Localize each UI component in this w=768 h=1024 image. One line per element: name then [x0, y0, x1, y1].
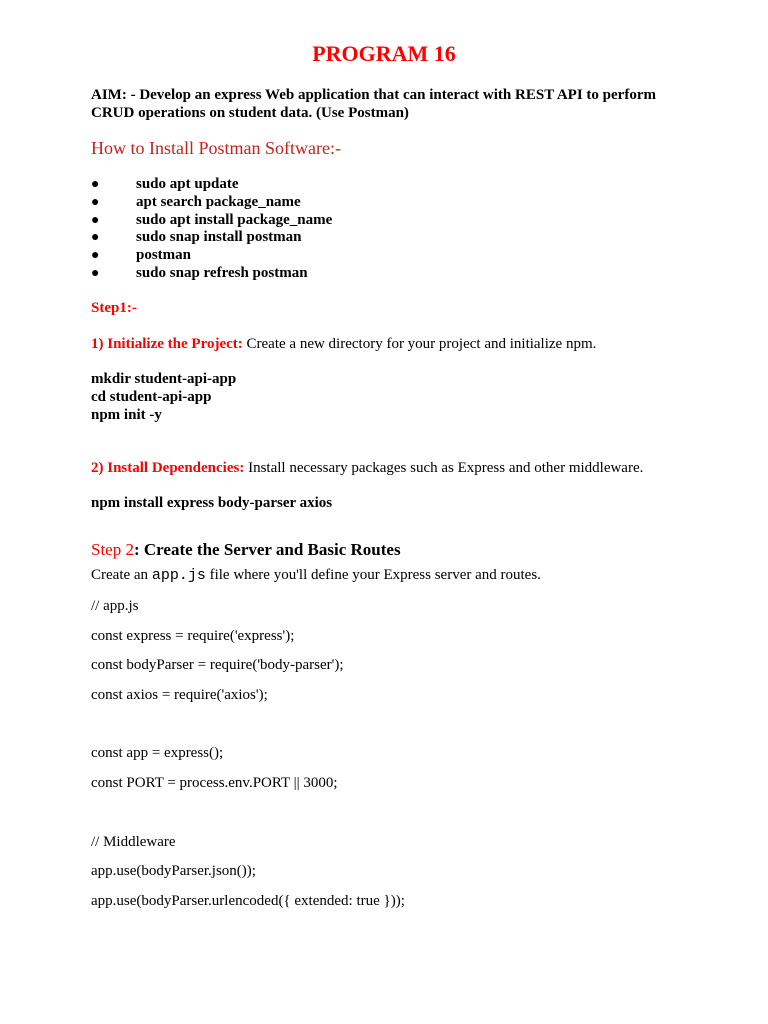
bullet-icon: ● — [91, 248, 100, 264]
bullet-icon: ● — [91, 230, 100, 246]
list-item: ● apt search package_name — [91, 193, 301, 210]
install-heading: How to Install Postman Software:- — [91, 138, 341, 158]
install-steps-list — [91, 176, 332, 283]
page-title: PROGRAM 16 — [312, 41, 456, 66]
bullet-icon: ● — [91, 177, 100, 192]
deps-text: Install necessary packages such as Express and other middleware. — [244, 460, 644, 476]
deps-label: 2) Install Dependencies: — [91, 460, 245, 476]
command-line: npm init -y — [91, 407, 162, 423]
code-line: app.use(bodyParser.urlencoded({ extended: true })); — [91, 893, 405, 909]
code-line: const axios = require('axios'); — [91, 687, 268, 703]
init-paragraph — [91, 336, 596, 353]
install-command: npm install express body-parser axios — [91, 495, 333, 511]
code-line: const app = express(); — [91, 745, 224, 761]
step1-label: Step1:- — [91, 300, 137, 316]
list-item: ● sudo snap install postman — [91, 229, 302, 246]
list-item: ● sudo apt update — [91, 176, 239, 192]
init-text: Create a new directory for your project and initialize npm. — [242, 336, 597, 352]
aim-paragraph: AIM: - Develop an express Web application that can interact with REST API to perform CRUD operations on student data. (Use Postman) — [91, 87, 656, 121]
bullet-icon: ● — [91, 265, 100, 281]
command-line: mkdir student-api-app — [91, 371, 237, 387]
code-line: // Middleware — [91, 834, 176, 850]
deps-paragraph — [91, 460, 643, 477]
code-line: const bodyParser = require('body-parser'); — [91, 657, 344, 673]
step2-description: Create an app.js file where you'll define your Express server and routes. — [91, 567, 541, 584]
step2-text: : Create the Server and Basic Routes — [133, 540, 401, 559]
list-item: ● sudo apt install package_name — [91, 211, 333, 228]
bullet-icon: ● — [91, 194, 100, 210]
bullet-icon: ● — [91, 212, 100, 228]
code-line: const PORT = process.env.PORT || 3000; — [91, 775, 338, 791]
filename-code: app.js — [151, 567, 206, 584]
command-line: cd student-api-app — [91, 389, 212, 405]
list-item: ● postman — [91, 247, 192, 264]
step2-heading — [91, 540, 401, 560]
code-line: const express = require('express'); — [91, 628, 295, 644]
list-item: ● sudo snap refresh postman — [91, 264, 308, 281]
init-label: 1) Initialize the Project: — [91, 336, 243, 352]
code-line: app.use(bodyParser.json()); — [91, 863, 256, 879]
step2-label: Step 2 — [91, 540, 134, 559]
code-line: // app.js — [91, 598, 139, 614]
